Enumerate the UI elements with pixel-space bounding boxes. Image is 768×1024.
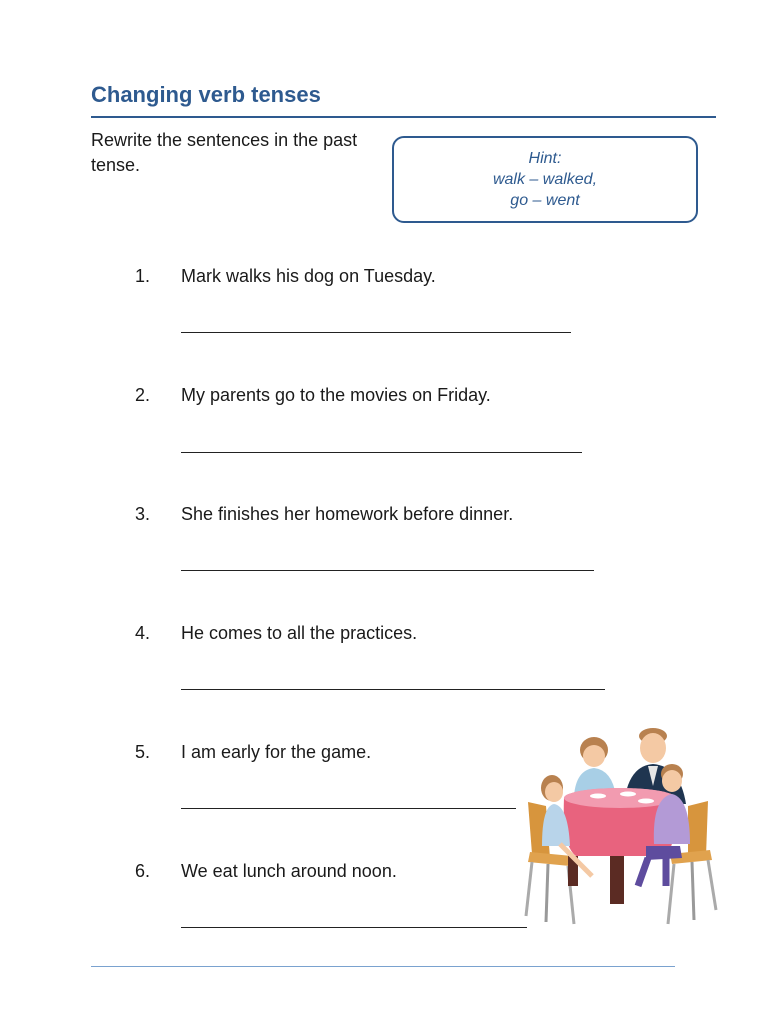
answer-line-6[interactable] xyxy=(181,927,527,928)
hint-example-2: go – went xyxy=(510,192,580,209)
hint-label: Hint: xyxy=(528,150,562,167)
question-text: I am early for the game. xyxy=(181,742,372,762)
answer-line-5[interactable] xyxy=(181,808,516,809)
answer-line-2[interactable] xyxy=(181,452,582,453)
family-dinner-table-illustration xyxy=(520,726,720,926)
question-text: She finishes her homework before dinner. xyxy=(181,504,514,524)
answer-line-3[interactable] xyxy=(181,570,594,571)
footer-rule xyxy=(91,966,675,967)
question-number: 2. xyxy=(135,385,151,405)
hint-box xyxy=(392,136,698,223)
question-number: 5. xyxy=(135,742,151,762)
person-icon xyxy=(574,737,616,796)
answer-line-4[interactable] xyxy=(181,689,605,690)
page-title: Changing verb tenses xyxy=(91,82,321,107)
question-text: My parents go to the movies on Friday. xyxy=(181,385,491,405)
question-number: 4. xyxy=(135,623,151,643)
instructions-text: Rewrite the sentences in the past tense. xyxy=(91,130,358,175)
question-number: 3. xyxy=(135,504,151,524)
question-number: 6. xyxy=(135,861,151,881)
question-text: He comes to all the practices. xyxy=(181,623,418,643)
question-text: Mark walks his dog on Tuesday. xyxy=(181,266,436,286)
hint-example-1: walk – walked, xyxy=(492,171,598,188)
question-text: We eat lunch around noon. xyxy=(181,861,397,881)
title-underline xyxy=(91,116,716,118)
question-number: 1. xyxy=(135,266,151,286)
answer-line-1[interactable] xyxy=(181,332,571,333)
